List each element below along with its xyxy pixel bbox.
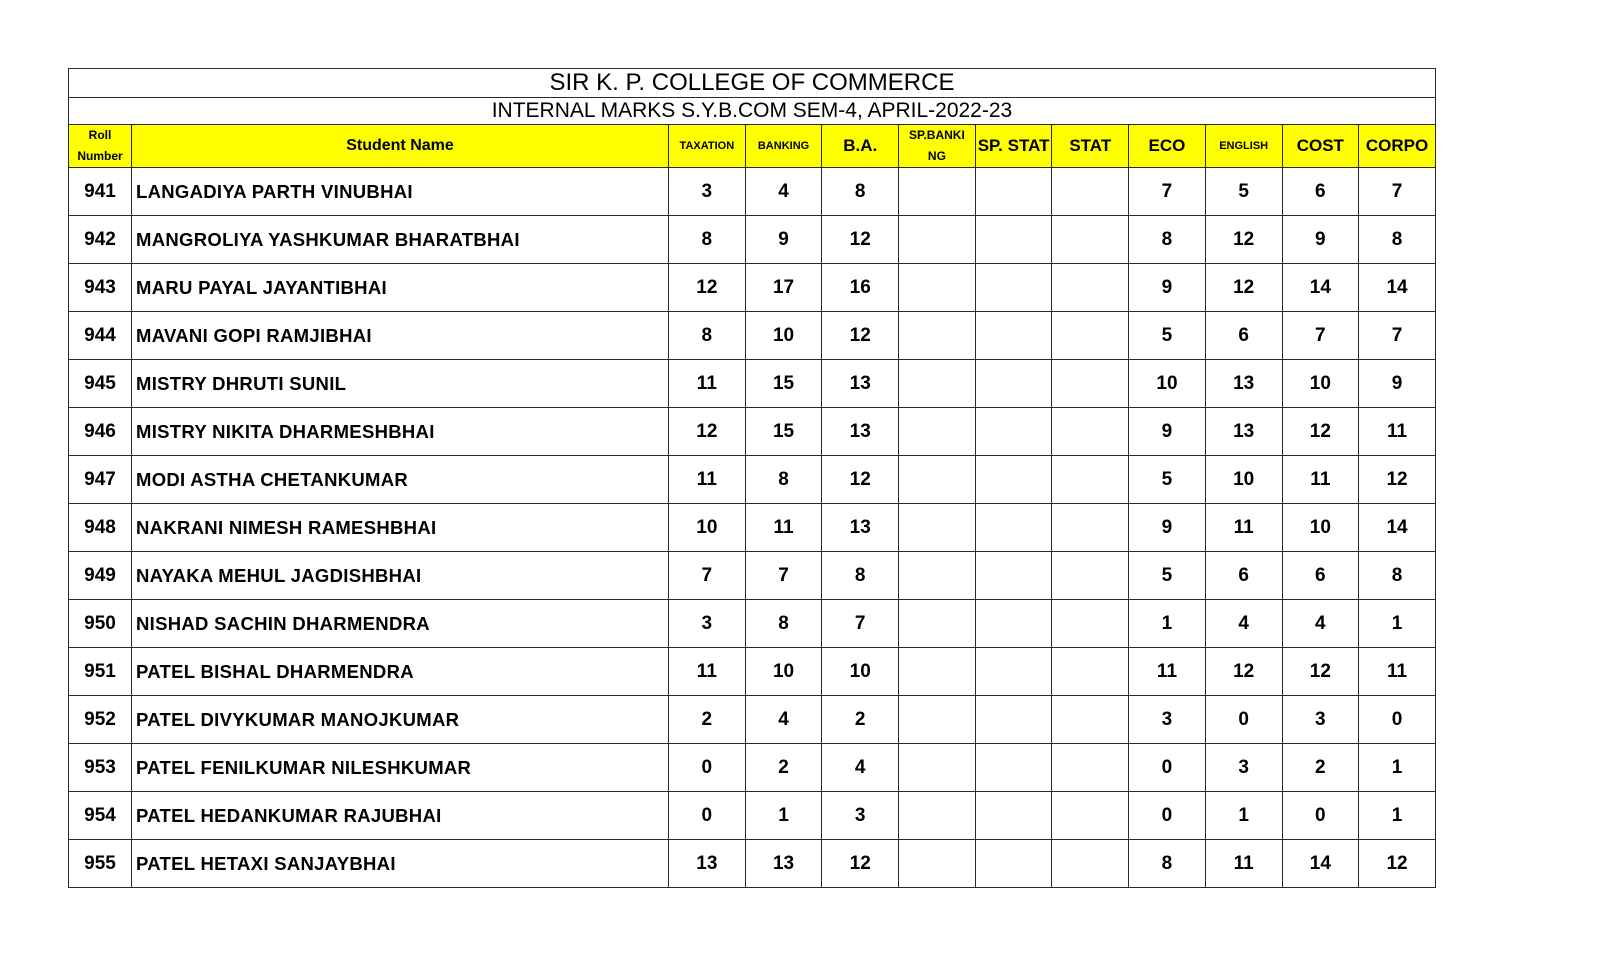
student-name-cell: PATEL HEDANKUMAR RAJUBHAI xyxy=(132,792,669,840)
marks-subtitle: INTERNAL MARKS S.Y.B.COM SEM-4, APRIL-2022-23 xyxy=(69,98,1436,125)
english-cell: 11 xyxy=(1205,840,1282,888)
roll-number-cell: 949 xyxy=(69,552,132,600)
sp-banking-cell xyxy=(899,312,976,360)
cost-cell: 12 xyxy=(1282,648,1359,696)
taxation-cell: 11 xyxy=(669,360,746,408)
corpo-cell: 8 xyxy=(1359,216,1436,264)
eco-cell: 0 xyxy=(1129,792,1206,840)
stat-cell xyxy=(1052,840,1129,888)
eco-cell: 9 xyxy=(1129,264,1206,312)
eco-cell: 8 xyxy=(1129,840,1206,888)
stat-cell xyxy=(1052,696,1129,744)
header-cost: COST xyxy=(1282,125,1359,168)
sp-stat-cell xyxy=(975,840,1052,888)
taxation-cell: 8 xyxy=(669,312,746,360)
roll-number-cell: 946 xyxy=(69,408,132,456)
english-cell: 4 xyxy=(1205,600,1282,648)
header-eco: ECO xyxy=(1129,125,1206,168)
taxation-cell: 0 xyxy=(669,792,746,840)
banking-cell: 8 xyxy=(745,600,822,648)
cost-cell: 10 xyxy=(1282,504,1359,552)
ba-cell: 8 xyxy=(822,552,899,600)
table-row xyxy=(69,312,1436,360)
english-cell: 12 xyxy=(1205,648,1282,696)
stat-cell xyxy=(1052,456,1129,504)
ba-cell: 12 xyxy=(822,312,899,360)
cost-cell: 14 xyxy=(1282,264,1359,312)
cost-cell: 9 xyxy=(1282,216,1359,264)
cost-cell: 2 xyxy=(1282,744,1359,792)
corpo-cell: 11 xyxy=(1359,648,1436,696)
cost-cell: 12 xyxy=(1282,408,1359,456)
eco-cell: 9 xyxy=(1129,504,1206,552)
roll-number-cell: 948 xyxy=(69,504,132,552)
english-cell: 13 xyxy=(1205,408,1282,456)
stat-cell xyxy=(1052,600,1129,648)
roll-number-cell: 945 xyxy=(69,360,132,408)
banking-cell: 2 xyxy=(745,744,822,792)
roll-number-cell: 941 xyxy=(69,168,132,216)
cost-cell: 14 xyxy=(1282,840,1359,888)
english-cell: 6 xyxy=(1205,312,1282,360)
roll-number-cell: 953 xyxy=(69,744,132,792)
sp-banking-cell xyxy=(899,456,976,504)
header-row xyxy=(69,125,1436,168)
english-cell: 12 xyxy=(1205,264,1282,312)
ba-cell: 12 xyxy=(822,216,899,264)
sp-stat-cell xyxy=(975,312,1052,360)
ba-cell: 8 xyxy=(822,168,899,216)
ba-cell: 4 xyxy=(822,744,899,792)
english-cell: 12 xyxy=(1205,216,1282,264)
stat-cell xyxy=(1052,216,1129,264)
stat-cell xyxy=(1052,168,1129,216)
table-row xyxy=(69,456,1436,504)
marks-table xyxy=(68,68,1436,888)
corpo-cell: 1 xyxy=(1359,600,1436,648)
english-cell: 10 xyxy=(1205,456,1282,504)
table-row xyxy=(69,600,1436,648)
sp-banking-cell xyxy=(899,696,976,744)
ba-cell: 3 xyxy=(822,792,899,840)
header-roll-number: Roll Number xyxy=(69,125,132,168)
taxation-cell: 11 xyxy=(669,456,746,504)
banking-cell: 10 xyxy=(745,648,822,696)
cost-cell: 6 xyxy=(1282,168,1359,216)
sp-banking-cell xyxy=(899,360,976,408)
cost-cell: 4 xyxy=(1282,600,1359,648)
marks-table-body xyxy=(69,168,1436,888)
corpo-cell: 1 xyxy=(1359,744,1436,792)
stat-cell xyxy=(1052,264,1129,312)
banking-cell: 10 xyxy=(745,312,822,360)
student-name-cell: PATEL HETAXI SANJAYBHAI xyxy=(132,840,669,888)
ba-cell: 13 xyxy=(822,360,899,408)
banking-cell: 9 xyxy=(745,216,822,264)
roll-number-cell: 954 xyxy=(69,792,132,840)
taxation-cell: 7 xyxy=(669,552,746,600)
student-name-cell: NAKRANI NIMESH RAMESHBHAI xyxy=(132,504,669,552)
taxation-cell: 12 xyxy=(669,264,746,312)
sp-banking-cell xyxy=(899,264,976,312)
taxation-cell: 3 xyxy=(669,600,746,648)
header-ba: B.A. xyxy=(822,125,899,168)
student-name-cell: MANGROLIYA YASHKUMAR BHARATBHAI xyxy=(132,216,669,264)
cost-cell: 6 xyxy=(1282,552,1359,600)
college-title: SIR K. P. COLLEGE OF COMMERCE xyxy=(69,69,1436,98)
table-row xyxy=(69,264,1436,312)
sp-banking-cell xyxy=(899,504,976,552)
sp-banking-cell xyxy=(899,552,976,600)
header-taxation: TAXATION xyxy=(669,125,746,168)
header-sp-banking: SP.BANKI NG xyxy=(899,125,976,168)
cost-cell: 0 xyxy=(1282,792,1359,840)
sp-stat-cell xyxy=(975,408,1052,456)
corpo-cell: 14 xyxy=(1359,264,1436,312)
banking-cell: 15 xyxy=(745,360,822,408)
eco-cell: 7 xyxy=(1129,168,1206,216)
ba-cell: 12 xyxy=(822,840,899,888)
header-banking: BANKING xyxy=(745,125,822,168)
taxation-cell: 11 xyxy=(669,648,746,696)
corpo-cell: 1 xyxy=(1359,792,1436,840)
taxation-cell: 13 xyxy=(669,840,746,888)
eco-cell: 9 xyxy=(1129,408,1206,456)
sp-banking-cell xyxy=(899,840,976,888)
table-row xyxy=(69,216,1436,264)
stat-cell xyxy=(1052,408,1129,456)
taxation-cell: 2 xyxy=(669,696,746,744)
stat-cell xyxy=(1052,792,1129,840)
roll-number-cell: 952 xyxy=(69,696,132,744)
sp-stat-cell xyxy=(975,264,1052,312)
table-row xyxy=(69,504,1436,552)
student-name-cell: MODI ASTHA CHETANKUMAR xyxy=(132,456,669,504)
sp-banking-cell xyxy=(899,168,976,216)
taxation-cell: 3 xyxy=(669,168,746,216)
stat-cell xyxy=(1052,504,1129,552)
eco-cell: 3 xyxy=(1129,696,1206,744)
sp-banking-cell xyxy=(899,792,976,840)
banking-cell: 8 xyxy=(745,456,822,504)
student-name-cell: MISTRY DHRUTI SUNIL xyxy=(132,360,669,408)
roll-number-cell: 947 xyxy=(69,456,132,504)
banking-cell: 4 xyxy=(745,168,822,216)
stat-cell xyxy=(1052,312,1129,360)
student-name-cell: NISHAD SACHIN DHARMENDRA xyxy=(132,600,669,648)
corpo-cell: 8 xyxy=(1359,552,1436,600)
student-name-cell: MARU PAYAL JAYANTIBHAI xyxy=(132,264,669,312)
banking-cell: 15 xyxy=(745,408,822,456)
eco-cell: 5 xyxy=(1129,456,1206,504)
sp-banking-cell xyxy=(899,600,976,648)
ba-cell: 12 xyxy=(822,456,899,504)
roll-number-cell: 943 xyxy=(69,264,132,312)
corpo-cell: 12 xyxy=(1359,456,1436,504)
ba-cell: 7 xyxy=(822,600,899,648)
sp-banking-cell xyxy=(899,216,976,264)
english-cell: 6 xyxy=(1205,552,1282,600)
header-student-name: Student Name xyxy=(132,125,669,168)
english-cell: 0 xyxy=(1205,696,1282,744)
taxation-cell: 10 xyxy=(669,504,746,552)
roll-number-cell: 942 xyxy=(69,216,132,264)
banking-cell: 7 xyxy=(745,552,822,600)
english-cell: 5 xyxy=(1205,168,1282,216)
sp-stat-cell xyxy=(975,696,1052,744)
table-row xyxy=(69,168,1436,216)
stat-cell xyxy=(1052,552,1129,600)
sp-stat-cell xyxy=(975,600,1052,648)
banking-cell: 17 xyxy=(745,264,822,312)
ba-cell: 13 xyxy=(822,504,899,552)
ba-cell: 13 xyxy=(822,408,899,456)
english-cell: 1 xyxy=(1205,792,1282,840)
sp-banking-cell xyxy=(899,408,976,456)
header-english: ENGLISH xyxy=(1205,125,1282,168)
banking-cell: 1 xyxy=(745,792,822,840)
sp-banking-cell xyxy=(899,744,976,792)
table-row xyxy=(69,408,1436,456)
eco-cell: 5 xyxy=(1129,312,1206,360)
table-row xyxy=(69,648,1436,696)
student-name-cell: PATEL FENILKUMAR NILESHKUMAR xyxy=(132,744,669,792)
cost-cell: 7 xyxy=(1282,312,1359,360)
ba-cell: 2 xyxy=(822,696,899,744)
roll-number-cell: 951 xyxy=(69,648,132,696)
student-name-cell: MAVANI GOPI RAMJIBHAI xyxy=(132,312,669,360)
english-cell: 13 xyxy=(1205,360,1282,408)
table-row xyxy=(69,552,1436,600)
sp-stat-cell xyxy=(975,168,1052,216)
sp-stat-cell xyxy=(975,456,1052,504)
taxation-cell: 0 xyxy=(669,744,746,792)
eco-cell: 1 xyxy=(1129,600,1206,648)
sp-stat-cell xyxy=(975,792,1052,840)
sp-banking-cell xyxy=(899,648,976,696)
sp-stat-cell xyxy=(975,744,1052,792)
roll-number-cell: 944 xyxy=(69,312,132,360)
stat-cell xyxy=(1052,648,1129,696)
corpo-cell: 0 xyxy=(1359,696,1436,744)
sp-stat-cell xyxy=(975,360,1052,408)
student-name-cell: MISTRY NIKITA DHARMESHBHAI xyxy=(132,408,669,456)
banking-cell: 4 xyxy=(745,696,822,744)
english-cell: 3 xyxy=(1205,744,1282,792)
student-name-cell: PATEL BISHAL DHARMENDRA xyxy=(132,648,669,696)
taxation-cell: 12 xyxy=(669,408,746,456)
sp-stat-cell xyxy=(975,216,1052,264)
corpo-cell: 11 xyxy=(1359,408,1436,456)
table-row xyxy=(69,840,1436,888)
corpo-cell: 12 xyxy=(1359,840,1436,888)
english-cell: 11 xyxy=(1205,504,1282,552)
header-corpo: CORPO xyxy=(1359,125,1436,168)
roll-number-cell: 955 xyxy=(69,840,132,888)
table-row xyxy=(69,744,1436,792)
eco-cell: 5 xyxy=(1129,552,1206,600)
banking-cell: 11 xyxy=(745,504,822,552)
sp-stat-cell xyxy=(975,504,1052,552)
stat-cell xyxy=(1052,744,1129,792)
roll-number-cell: 950 xyxy=(69,600,132,648)
student-name-cell: NAYAKA MEHUL JAGDISHBHAI xyxy=(132,552,669,600)
ba-cell: 10 xyxy=(822,648,899,696)
table-row xyxy=(69,696,1436,744)
table-row xyxy=(69,360,1436,408)
banking-cell: 13 xyxy=(745,840,822,888)
eco-cell: 10 xyxy=(1129,360,1206,408)
header-stat: STAT xyxy=(1052,125,1129,168)
stat-cell xyxy=(1052,360,1129,408)
cost-cell: 3 xyxy=(1282,696,1359,744)
corpo-cell: 14 xyxy=(1359,504,1436,552)
table-row xyxy=(69,792,1436,840)
cost-cell: 11 xyxy=(1282,456,1359,504)
corpo-cell: 7 xyxy=(1359,168,1436,216)
student-name-cell: LANGADIYA PARTH VINUBHAI xyxy=(132,168,669,216)
eco-cell: 8 xyxy=(1129,216,1206,264)
eco-cell: 0 xyxy=(1129,744,1206,792)
cost-cell: 10 xyxy=(1282,360,1359,408)
header-sp-stat: SP. STAT xyxy=(975,125,1052,168)
corpo-cell: 7 xyxy=(1359,312,1436,360)
sp-stat-cell xyxy=(975,552,1052,600)
sp-stat-cell xyxy=(975,648,1052,696)
corpo-cell: 9 xyxy=(1359,360,1436,408)
eco-cell: 11 xyxy=(1129,648,1206,696)
student-name-cell: PATEL DIVYKUMAR MANOJKUMAR xyxy=(132,696,669,744)
taxation-cell: 8 xyxy=(669,216,746,264)
ba-cell: 16 xyxy=(822,264,899,312)
